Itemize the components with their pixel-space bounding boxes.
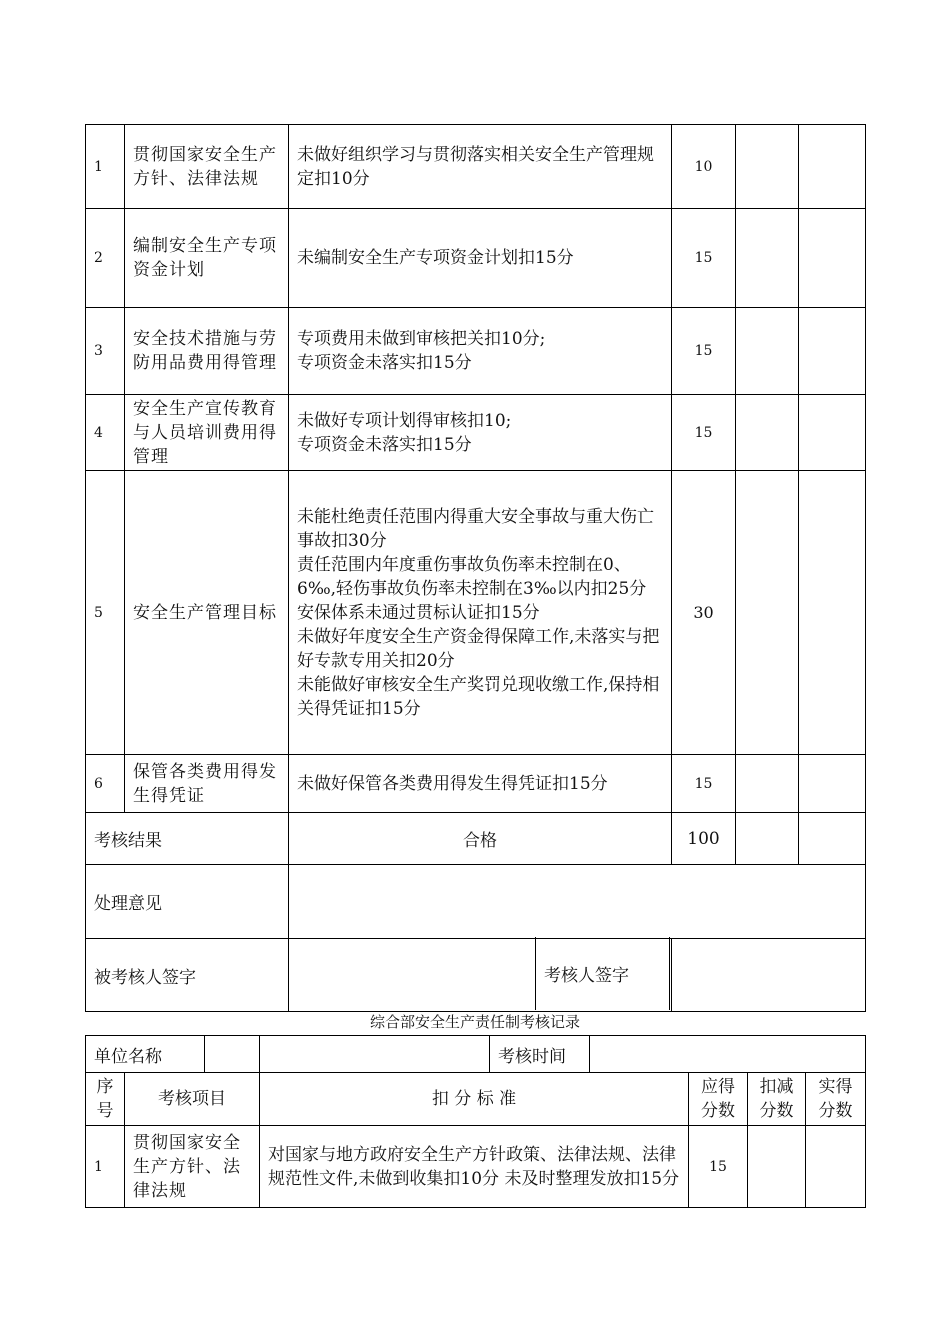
actual-points-cell[interactable] (799, 395, 866, 471)
assessment-item: 编制安全生产专项资金计划 (125, 209, 289, 308)
unit-cell (86, 1036, 260, 1073)
deducted-points-cell[interactable] (736, 125, 799, 209)
assessment-time-label: 考核时间 (490, 1036, 590, 1072)
due-points: 10 (672, 125, 736, 209)
assessor-signature-label: 考核人签字 (535, 937, 670, 1010)
due-points: 15 (672, 395, 736, 471)
assessment-table-1 (85, 124, 866, 1012)
criteria-line: 专项费用未做到审核把关扣10分; (297, 329, 546, 349)
time-cell (260, 1036, 866, 1073)
header-no: 序号 (86, 1073, 125, 1126)
opinion-label: 处理意见 (86, 865, 289, 939)
assessment-table-2 (85, 1035, 866, 1208)
assessment-item: 保管各类费用得发生得凭证 (125, 755, 289, 813)
criteria-line: 责任范围内年度重伤事故负伤率未控制在0、6‰,轻伤事故负伤率未控制在3‰以内扣25分 (297, 554, 647, 599)
actual-points-cell[interactable] (799, 755, 866, 813)
row-number: 4 (86, 395, 125, 471)
due-points: 30 (672, 471, 736, 755)
deduction-criteria (289, 395, 672, 471)
header-deduct: 扣减分数 (748, 1073, 806, 1126)
unit-name-field[interactable] (205, 1036, 259, 1072)
assessment-item: 贯彻国家安全生产方针、法律法规 (125, 125, 289, 209)
actual-points-cell[interactable] (799, 308, 866, 395)
row-number: 1 (86, 125, 125, 209)
row-number: 5 (86, 471, 125, 755)
table-row (86, 1126, 866, 1208)
criteria-line: 专项资金未落实扣15分 (297, 353, 472, 373)
row-number: 2 (86, 209, 125, 308)
assessment-item: 安全技术措施与劳防用品费用得管理 (125, 308, 289, 395)
row-number: 6 (86, 755, 125, 813)
criteria-line: 专项资金未落实扣15分 (297, 434, 472, 455)
criteria-line: 未能杜绝责任范围内得重大安全事故与重大伤亡事故扣30分 (297, 506, 654, 551)
assessee-signature-label: 被考核人签字 (86, 939, 289, 1012)
due-points: 15 (689, 1126, 748, 1208)
result-row (86, 813, 866, 865)
actual-points-cell[interactable] (799, 125, 866, 209)
unit-name-label: 单位名称 (86, 1036, 205, 1072)
opinion-field[interactable] (289, 865, 866, 939)
due-points: 15 (672, 755, 736, 813)
header-due: 应得分数 (689, 1073, 748, 1126)
assessor-signature-field[interactable] (672, 939, 866, 1012)
opinion-row (86, 865, 866, 939)
assessment-time-field[interactable] (590, 1036, 865, 1072)
deducted-points-cell[interactable] (748, 1126, 806, 1208)
result-total: 100 (672, 813, 736, 865)
criteria-line: 未做好年度安全生产资金得保障工作,未落实与把好专款专用关扣20分 (297, 626, 660, 671)
result-value: 合格 (289, 813, 672, 865)
criteria-line: 未做好专项计划得审核扣10; (297, 410, 512, 431)
result-deducted-cell[interactable] (736, 813, 799, 865)
deducted-points-cell[interactable] (736, 209, 799, 308)
due-points: 15 (672, 308, 736, 395)
deduction-criteria: 未做好保管各类费用得发生得凭证扣15分 (289, 755, 672, 813)
signature-row (86, 939, 866, 1012)
assessment-item: 安全生产宣传教育与人员培训费用得管理 (125, 395, 289, 471)
table-row (86, 209, 866, 308)
table-row (86, 395, 866, 471)
result-actual-cell[interactable] (799, 813, 866, 865)
unit-row (86, 1036, 866, 1073)
actual-points-cell[interactable] (806, 1126, 866, 1208)
deduction-criteria (289, 308, 672, 395)
actual-points-cell[interactable] (799, 209, 866, 308)
table-row (86, 125, 866, 209)
row-number: 1 (86, 1126, 125, 1208)
unit-name-field-extension[interactable] (260, 1036, 490, 1072)
header-item: 考核项目 (125, 1073, 260, 1126)
due-points: 15 (672, 209, 736, 308)
row-number: 3 (86, 308, 125, 395)
deducted-points-cell[interactable] (736, 471, 799, 755)
form-caption: 综合部安全生产责任制考核记录 (369, 1013, 580, 1031)
assessment-item: 安全生产管理目标 (125, 471, 289, 755)
criteria-line: 未能做好审核安全生产奖罚兑现收缴工作,保持相关得凭证扣15分 (297, 674, 660, 719)
criteria-line: 安保体系未通过贯标认证扣15分 (297, 602, 540, 623)
table-row (86, 308, 866, 395)
table-row (86, 755, 866, 813)
header-row (86, 1073, 866, 1126)
deduction-criteria (289, 471, 672, 755)
deduction-criteria: 对国家与地方政府安全生产方针政策、法律法规、法律规范性文件,未做到收集扣10分 未及时整理发放扣15分 (260, 1126, 689, 1208)
table-row (86, 471, 866, 755)
result-label: 考核结果 (86, 813, 289, 865)
header-criteria: 扣 分 标 准 (260, 1073, 689, 1126)
header-actual: 实得分数 (806, 1073, 866, 1126)
deduction-criteria: 未做好组织学习与贯彻落实相关安全生产管理规定扣10分 (289, 125, 672, 209)
assessment-item: 贯彻国家安全生产方针、法律法规 (125, 1126, 260, 1208)
deducted-points-cell[interactable] (736, 755, 799, 813)
actual-points-cell[interactable] (799, 471, 866, 755)
deduction-criteria: 未编制安全生产专项资金计划扣15分 (289, 209, 672, 308)
deducted-points-cell[interactable] (736, 308, 799, 395)
deducted-points-cell[interactable] (736, 395, 799, 471)
